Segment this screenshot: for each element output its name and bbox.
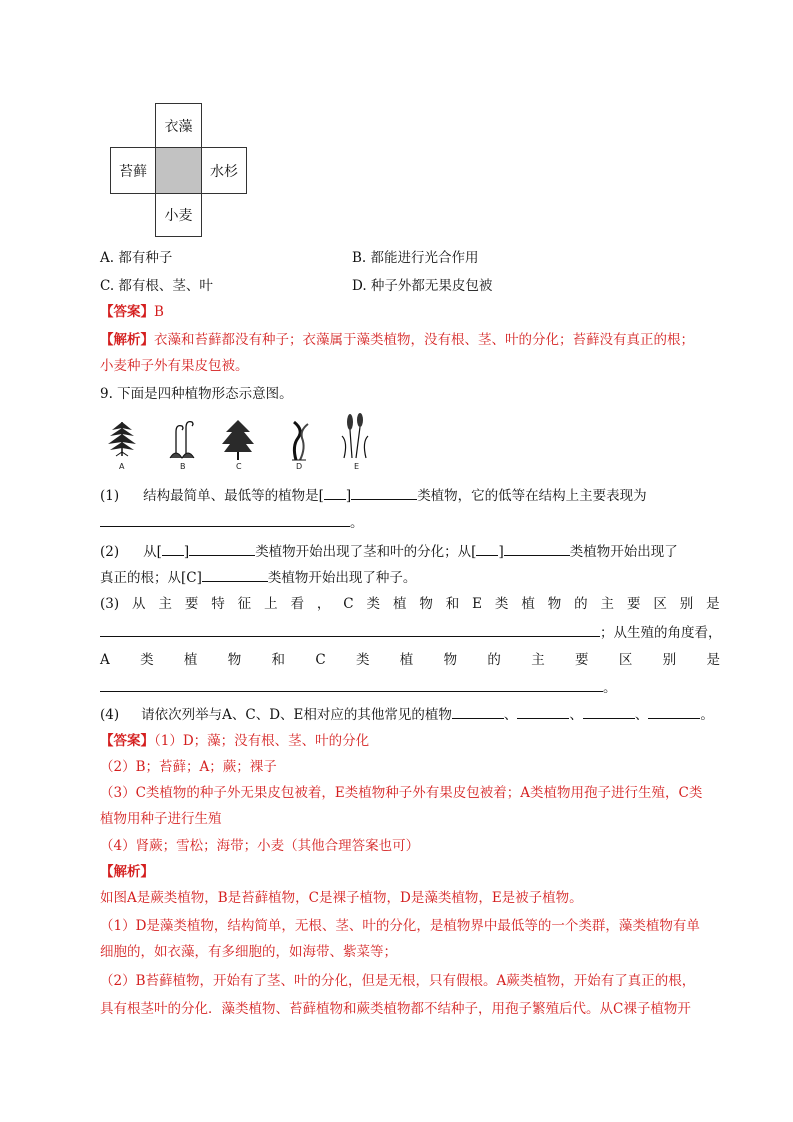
part-num: (3) (100, 596, 120, 612)
justified-char: C (343, 596, 354, 612)
justified-char: 和 (271, 652, 285, 668)
part4-text: 请依次列举与A、C、D、E相对应的其他常见的植物 (141, 707, 452, 723)
justified-char: C (315, 652, 326, 668)
part3-justified-row (100, 594, 720, 614)
justified-char: 主 (531, 652, 545, 668)
blank-plant-type[interactable] (351, 485, 417, 500)
part2-text-c: 类植物开始出现了茎和叶的分化；从[ (255, 544, 477, 560)
justified-char: 物 (547, 596, 562, 612)
blank-plant-type[interactable] (202, 567, 268, 582)
figure-label-a: A (119, 462, 125, 471)
part-num: (2) (100, 544, 120, 560)
moss-plant-b-icon (164, 418, 200, 462)
cell-bottom: 小麦 (155, 193, 202, 237)
justified-char: 和 (445, 596, 460, 612)
q8-analysis-line1 (100, 330, 694, 350)
analysis-3a: （2）B苔藓植物，开始有了茎、叶的分化，但是无根，只有假根。A蕨类植物，开始有了真正的根， (100, 973, 696, 989)
q9-part4 (100, 704, 714, 725)
q9-part2 (100, 541, 678, 562)
q9-part3-line4 (100, 677, 617, 698)
period: 。 (700, 707, 714, 723)
cell-left: 苔藓 (110, 147, 156, 194)
blank-main-difference[interactable] (100, 622, 600, 637)
justified-char: 植 (399, 652, 414, 668)
blank-plant-2[interactable] (517, 704, 569, 719)
analysis-2b: 细胞的，如衣藻，有多细胞的，如海带、紫菜等； (100, 944, 397, 960)
justified-char: 植 (183, 652, 198, 668)
q8-answer (100, 302, 164, 322)
figure-label-c: C (236, 462, 242, 471)
option-c: C. 都有根、茎、叶 (100, 278, 213, 294)
analysis-tag: 【解析】 (100, 332, 154, 348)
q9-part1 (100, 485, 647, 506)
part1-text-a: 结构最简单、最低等的植物是[ (143, 488, 324, 504)
answer-tag: 【答案】 (100, 733, 154, 749)
justified-char: 的 (487, 652, 501, 668)
q8-analysis-line2: 小麦种子外有果皮包被。 (100, 358, 249, 374)
part2-text-f: 真正的根；从[C] (100, 570, 202, 586)
justified-char: 主 (158, 596, 172, 612)
q9-title: 9. 下面是四种植物形态示意图。 (100, 386, 293, 402)
option-d: D. 种子外都无果皮包被 (352, 278, 493, 294)
analysis-1: 如图A是蕨类植物，B是苔藓植物，C是裸子植物，D是藻类植物，E是被子植物。 (100, 890, 583, 906)
justified-char: 要 (626, 596, 641, 612)
cell-center (155, 147, 202, 194)
figure-label-d: D (296, 462, 303, 471)
justified-char: ， (316, 596, 331, 612)
justified-char: 别 (662, 652, 677, 668)
analysis-3b: 具有根茎叶的分化．藻类植物、苔藓植物和蕨类植物都不结种子，用孢子繁殖后代。从C裸子植物开 (100, 1001, 691, 1017)
answer-1: （1）D；藻；没有根、茎、叶的分化 (154, 733, 370, 749)
answer-3a: （3）C类植物的种子外无果皮包被着，E类植物种子外有果皮包被着；A类植物用孢子进行生殖，C类 (100, 785, 703, 801)
justified-char: 特 (211, 596, 225, 612)
q9-part3 (100, 594, 720, 614)
part2-text-e: 类植物开始出现了 (569, 544, 678, 560)
justified-char: 从 (132, 596, 146, 612)
justified-char: 征 (237, 596, 252, 612)
part3-text-mid: ；从生殖的角度看， (600, 625, 722, 641)
answer-3b: 植物用种子进行生殖 (100, 811, 222, 827)
cell-top: 衣藻 (155, 103, 202, 148)
justified-char: 看 (290, 596, 304, 612)
blank-plant-1[interactable] (452, 704, 504, 719)
blank-plant-3[interactable] (583, 704, 635, 719)
algae-plant-d-icon (282, 416, 316, 462)
q9-answer-line1 (100, 731, 369, 751)
answer-4: （4）肾蕨；雪松；海带；小麦（其他合理答案也可） (100, 838, 420, 854)
period: 。 (603, 680, 617, 696)
answer-tag: 【答案】 (100, 304, 154, 320)
justified-char: E (472, 596, 483, 612)
q9-part3-line3 (100, 650, 720, 670)
blank-reproduction-difference[interactable] (100, 677, 603, 692)
blank-bracket[interactable] (162, 541, 184, 556)
option-a: A. 都有种子 (100, 250, 173, 266)
q9-part2-line2 (100, 567, 416, 588)
option-b: B. 都能进行光合作用 (352, 250, 479, 266)
justified-char: 植 (521, 596, 535, 612)
justified-char: 类 (355, 652, 370, 668)
justified-char: 区 (618, 652, 633, 668)
blank-plant-4[interactable] (648, 704, 700, 719)
analysis-tag: 【解析】 (100, 864, 154, 880)
justified-char: 别 (679, 596, 694, 612)
blank-structure[interactable] (100, 512, 350, 527)
justified-char: 区 (653, 596, 667, 612)
justified-char: 物 (227, 652, 242, 668)
wheat-plant-e-icon (338, 412, 372, 462)
part-num: (1) (100, 488, 120, 504)
justified-char: 要 (184, 596, 199, 612)
justified-char: 主 (600, 596, 615, 612)
cell-right: 水杉 (201, 147, 247, 194)
q9-part3-line2 (100, 622, 722, 643)
justified-char: 要 (575, 652, 589, 668)
justified-char: 物 (443, 652, 458, 668)
analysis-text: 衣藻和苔藓都没有种子；衣藻属于藻类植物，没有根、茎、叶的分化；苔藓没有真正的根； (154, 332, 694, 348)
part1-text-b: ] (345, 488, 352, 504)
justified-char: 上 (264, 596, 278, 612)
separator: 、 (503, 707, 518, 723)
analysis-2a: （1）D是藻类植物，结构简单，无根、茎、叶的分化，是植物界中最低等的一个类群，藻类植物有单 (100, 918, 700, 934)
part2-text-g: 类植物开始出现了种子。 (267, 570, 417, 586)
blank-bracket[interactable] (476, 541, 498, 556)
fern-plant-a-icon (104, 416, 140, 462)
justified-char: 是 (706, 596, 720, 612)
figure-label-e: E (354, 462, 360, 471)
part2-text-b: ] (183, 544, 190, 560)
justified-char: 的 (574, 596, 588, 612)
part2-text-a: 从[ (143, 544, 162, 560)
blank-bracket[interactable] (324, 485, 346, 500)
justified-char: 类 (140, 652, 154, 668)
part2-text-d: ] (498, 544, 504, 560)
separator: 、 (634, 707, 649, 723)
justified-char: 物 (419, 596, 433, 612)
answer-2: （2）B；苔藓；A；蕨；裸子 (100, 759, 277, 775)
justified-char: A (100, 652, 110, 668)
justified-char: 是 (706, 652, 720, 668)
answer-value: B (154, 304, 164, 320)
part1-text-c: 类植物，它的低等在结构上主要表现为 (417, 488, 647, 504)
blank-plant-type[interactable] (189, 541, 255, 556)
part3-justified-row2 (100, 650, 720, 670)
justified-char: 类 (494, 596, 509, 612)
q9-part1-line2 (100, 512, 364, 533)
justified-char: 类 (366, 596, 381, 612)
period: 。 (350, 515, 364, 531)
blank-plant-type[interactable] (504, 541, 570, 556)
figure-label-b: B (180, 462, 186, 471)
justified-char: 植 (392, 596, 407, 612)
conifer-plant-c-icon (218, 416, 258, 462)
separator: 、 (569, 707, 583, 723)
part-num: (4) (100, 707, 120, 723)
